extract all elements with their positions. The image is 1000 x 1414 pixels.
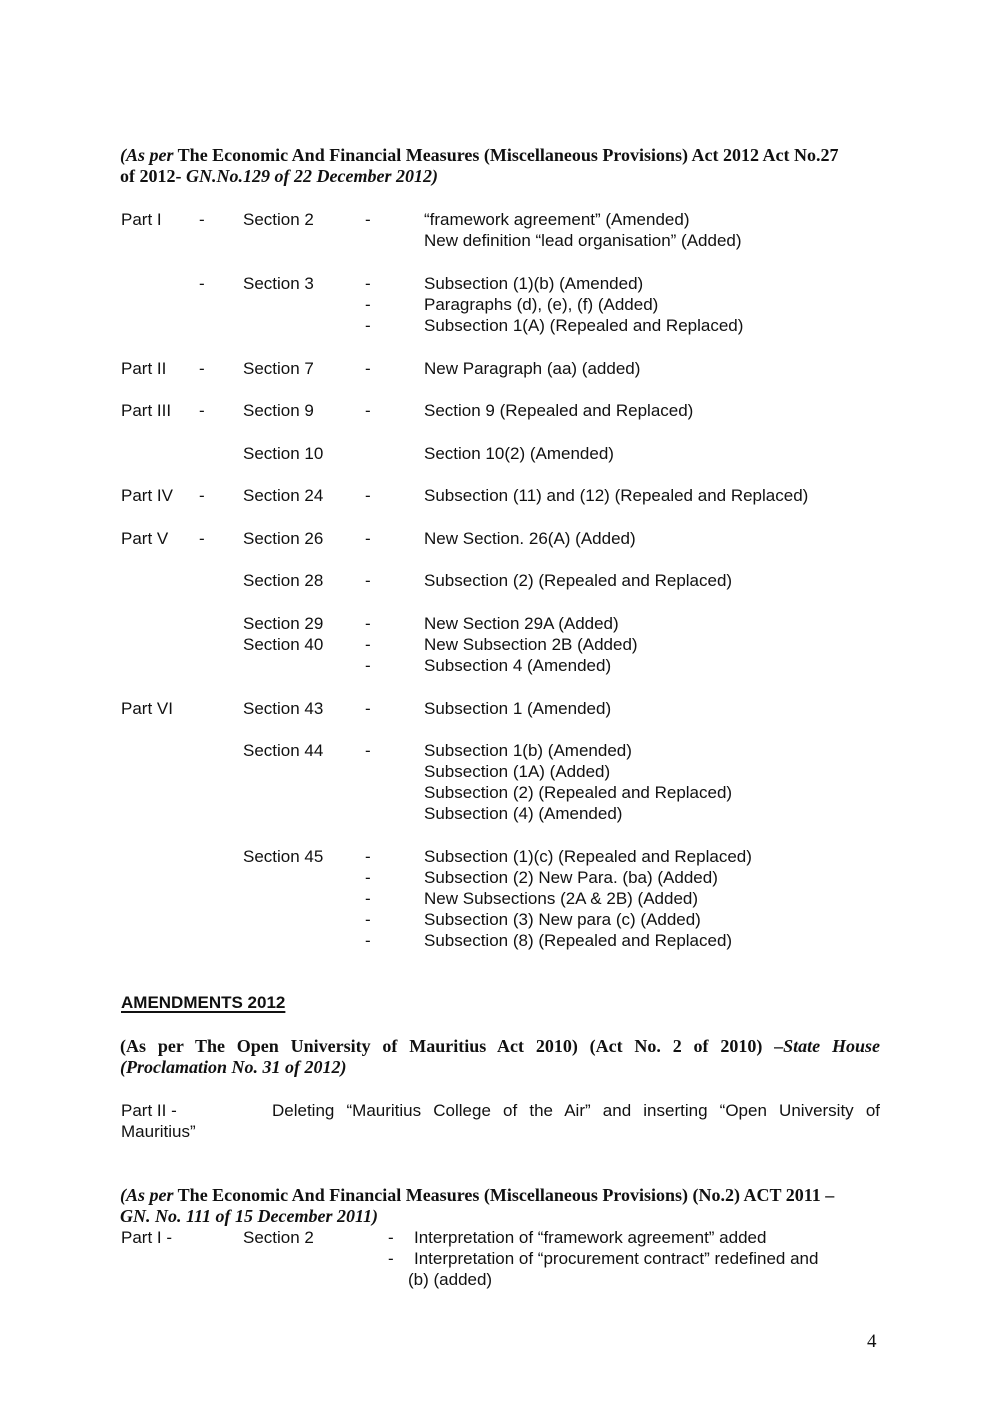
- amendment-text: Subsection (8) (Repealed and Replaced): [424, 931, 733, 950]
- part-dash: -: [199, 274, 205, 293]
- citation-open-university-line1: [120, 1036, 880, 1057]
- citation-economic-measures-2012-line1: [120, 145, 839, 166]
- section-label: Section 24: [243, 486, 324, 505]
- citation-prefix: (As per: [120, 145, 174, 165]
- amendment-text: Subsection (11) and (12) (Repealed and Replaced): [424, 486, 809, 505]
- section-label: Section 26: [243, 529, 324, 548]
- citation-prefix: (As per: [120, 1185, 174, 1205]
- citation-title: The Economic And Financial Measures (Miscellaneous Provisions) Act 2012 Act No.27: [173, 145, 839, 165]
- section-dash: -: [365, 486, 371, 505]
- amendment-text: New Section. 26(A) (Added): [424, 529, 636, 548]
- section-dash: -: [365, 614, 371, 633]
- amendment-text: Subsection (1)(b) (Amended): [424, 274, 644, 293]
- amendment-text: Section 9 (Repealed and Replaced): [424, 401, 694, 420]
- part-dash: -: [199, 401, 205, 420]
- section-dash: -: [365, 401, 371, 420]
- part-label: Part V: [121, 529, 169, 548]
- section-dash: -: [365, 571, 371, 590]
- section-dash: -: [365, 868, 371, 887]
- section-dash: -: [365, 741, 371, 760]
- section-heading-amendments-2012: AMENDMENTS 2012: [121, 993, 286, 1012]
- section-label: Section 2: [243, 1228, 314, 1247]
- part-label: Part I: [121, 210, 162, 229]
- section-label: Section 28: [243, 571, 324, 590]
- section-label: Section 2: [243, 210, 314, 229]
- amendment-text: Subsection (2) New Para. (ba) (Added): [424, 868, 718, 887]
- item-text: Interpretation of “procurement contract” redefined and: [414, 1249, 819, 1268]
- part-label: Part II -: [121, 1101, 177, 1120]
- section-dash: -: [365, 529, 371, 548]
- section-dash: -: [365, 699, 371, 718]
- section-dash: -: [365, 274, 371, 293]
- citation-state-house: State House: [783, 1036, 880, 1056]
- amendment-text: Subsection 4 (Amended): [424, 656, 612, 675]
- citation-title: per The Open University of Mauritius Act 2010) (Act No. 2 of 2010) –: [146, 1036, 784, 1056]
- citation-economic-measures-2011-line1: [120, 1185, 834, 1206]
- section-dash: -: [365, 635, 371, 654]
- part-dash: -: [199, 486, 205, 505]
- section-dash: -: [365, 359, 371, 378]
- item-dash: -: [388, 1249, 394, 1268]
- amendment-text: Paragraphs (d), (e), (f) (Added): [424, 295, 659, 314]
- page-number: 4: [867, 1331, 877, 1352]
- section-dash: -: [365, 847, 371, 866]
- item-dash: -: [388, 1228, 394, 1247]
- citation-gazette-ref: GN.No.129 of 22 December 2012): [186, 166, 438, 186]
- amendment-text: New Section 29A (Added): [424, 614, 619, 633]
- section-dash: -: [365, 210, 371, 229]
- amendment-text: Subsection (2) (Repealed and Replaced): [424, 783, 733, 802]
- section-label: Section 3: [243, 274, 314, 293]
- citation-title: The Economic And Financial Measures (Miscellaneous Provisions) (No.2) ACT 2011 –: [173, 1185, 835, 1205]
- citation-as: As: [126, 1036, 147, 1056]
- section-dash: -: [365, 656, 371, 675]
- section-label: Section 7: [243, 359, 314, 378]
- part-dash: -: [199, 210, 205, 229]
- section-label: Section 45: [243, 847, 324, 866]
- amendment-text: Section 10(2) (Amended): [424, 444, 614, 463]
- item-continuation: (b) (added): [408, 1270, 493, 1289]
- amendment-text: Subsection 1 (Amended): [424, 699, 612, 718]
- change-description-line2: Mauritius”: [121, 1122, 196, 1141]
- amendment-text: “framework agreement” (Amended): [424, 210, 690, 229]
- amendment-text: Subsection (2) (Repealed and Replaced): [424, 571, 733, 590]
- amendment-text: Subsection (1)(c) (Repealed and Replaced): [424, 847, 752, 866]
- part-dash: -: [199, 359, 205, 378]
- citation-economic-measures-2011-line2: GN. No. 111 of 15 December 2011): [120, 1206, 378, 1226]
- amendment-text: New Subsections (2A & 2B) (Added): [424, 889, 699, 908]
- amendment-text: Subsection 1(b) (Amended): [424, 741, 632, 760]
- section-label: Section 44: [243, 741, 324, 760]
- citation-act-ref: of 2012-: [120, 166, 186, 186]
- section-dash: -: [365, 295, 371, 314]
- section-dash: -: [365, 316, 371, 335]
- section-label: Section 40: [243, 635, 324, 654]
- change-description-line1: Deleting “Mauritius College of the Air” and inserting “Open University of: [272, 1101, 880, 1120]
- part-label: Part II: [121, 359, 167, 378]
- section-dash: -: [365, 931, 371, 950]
- part-label: Part IV: [121, 486, 173, 505]
- amendment-text: New definition “lead organisation” (Added): [424, 231, 742, 250]
- part-label: Part III: [121, 401, 172, 420]
- amendment-text: Subsection (4) (Amended): [424, 804, 623, 823]
- amendment-text: New Paragraph (aa) (added): [424, 359, 641, 378]
- amendment-text: New Subsection 2B (Added): [424, 635, 638, 654]
- section-dash: -: [365, 910, 371, 929]
- section-label: Section 10: [243, 444, 324, 463]
- section-label: Section 29: [243, 614, 324, 633]
- citation-paren: (: [120, 1036, 126, 1056]
- amendment-text: Subsection (3) New para (c) (Added): [424, 910, 701, 929]
- section-label: Section 43: [243, 699, 324, 718]
- part-label: Part VI: [121, 699, 173, 718]
- amendment-text: Subsection 1(A) (Repealed and Replaced): [424, 316, 744, 335]
- citation-economic-measures-2012-line2: [120, 166, 438, 187]
- section-label: Section 9: [243, 401, 314, 420]
- part-dash: -: [199, 529, 205, 548]
- amendment-text: Subsection (1A) (Added): [424, 762, 611, 781]
- item-text: Interpretation of “framework agreement” added: [414, 1228, 767, 1247]
- citation-open-university-line2: (Proclamation No. 31 of 2012): [120, 1057, 347, 1077]
- section-dash: -: [365, 889, 371, 908]
- part-label: Part I -: [121, 1228, 173, 1247]
